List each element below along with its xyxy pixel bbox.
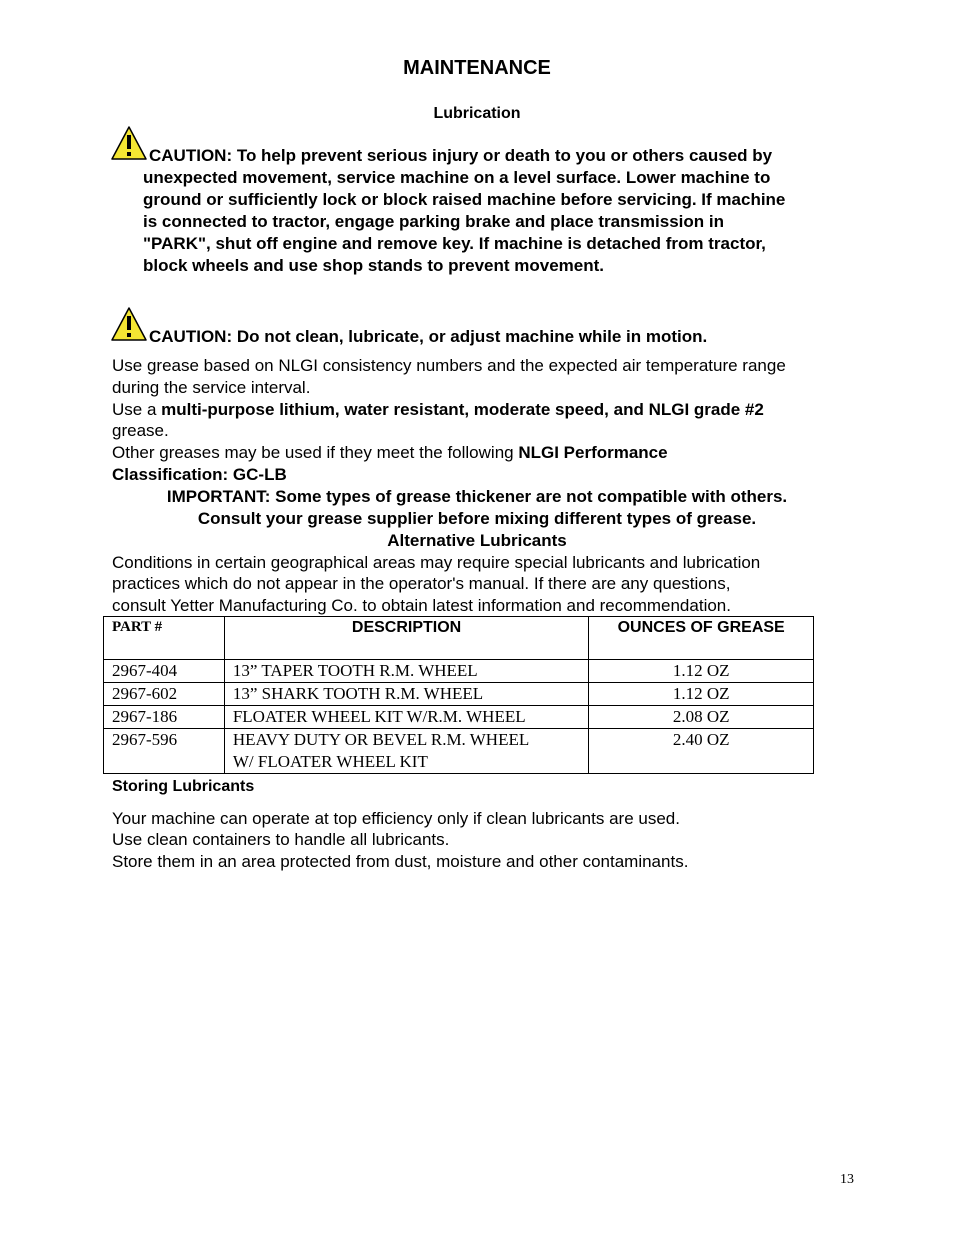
- cell-ounces: 1.12 OZ: [589, 660, 814, 683]
- cell-description: [224, 729, 588, 774]
- header-description: DESCRIPTION: [224, 617, 588, 660]
- cell-description-line-1: HEAVY DUTY OR BEVEL R.M. WHEEL: [232, 730, 530, 749]
- cell-part: 2967-186: [104, 706, 225, 729]
- grease-paragraph-1-line-2: during the service interval.: [112, 378, 311, 397]
- alternative-line-1: Conditions in certain geographical areas may require special lubricants and lubrication: [112, 553, 761, 572]
- alternative-line-2: practices which do not appear in the operator's manual. If there are any questions,: [112, 574, 731, 593]
- grease-paragraph-3-line-1: [112, 442, 872, 464]
- cell-part: 2967-596: [104, 729, 225, 774]
- caution-1-line-5: "PARK", shut off engine and remove key. If machine is detached from tractor,: [143, 234, 766, 253]
- cell-description: FLOATER WHEEL KIT W/R.M. WHEEL: [224, 706, 588, 729]
- grease-paragraph-2-line-1: [112, 399, 872, 421]
- warning-triangle-icon: [111, 126, 147, 160]
- cell-ounces: 2.08 OZ: [589, 706, 814, 729]
- table-row: [104, 660, 814, 683]
- table-row: [104, 706, 814, 729]
- grease-paragraph-1-line-1: Use grease based on NLGI consistency numbers and the expected air temperature range: [112, 356, 786, 375]
- caution-1-line-1: CAUTION: To help prevent serious injury or death to you or others caused by: [149, 146, 773, 165]
- grease-p2-prefix: Use a: [112, 400, 162, 419]
- storing-line-1: Your machine can operate at top efficiency only if clean lubricants are used.: [112, 809, 680, 828]
- section-subtitle: Lubrication: [433, 105, 521, 122]
- grease-p2-bold: multi-purpose lithium, water resistant, moderate speed, and NLGI grade #2: [161, 400, 764, 419]
- important-line-1: IMPORTANT: Some types of grease thickener are not compatible with others.: [166, 487, 788, 506]
- table-header-row: [104, 617, 814, 660]
- cell-part: 2967-602: [104, 683, 225, 706]
- grease-paragraph-2-line-2: grease.: [112, 421, 169, 440]
- caution-1-line-2: unexpected movement, service machine on a level surface. Lower machine to: [143, 168, 771, 187]
- storing-lubricants-heading: Storing Lubricants: [112, 778, 255, 795]
- grease-table: [103, 616, 814, 774]
- grease-p3-bold: NLGI Performance: [518, 443, 668, 462]
- cell-ounces: 2.40 OZ: [589, 729, 814, 774]
- caution-1-line-3: ground or sufficiently lock or block raised machine before servicing. If machine: [143, 190, 786, 209]
- grease-paragraph-3-line-2: Classification: GC-LB: [112, 465, 287, 484]
- storing-line-3: Store them in an area protected from dust, moisture and other contaminants.: [112, 852, 689, 871]
- table-row: [104, 729, 814, 774]
- caution-1-line-6: block wheels and use shop stands to prevent movement.: [143, 256, 605, 275]
- alternative-lubricants-heading: Alternative Lubricants: [387, 531, 567, 550]
- page-number: 13: [840, 1172, 854, 1187]
- cell-description-line-2: W/ FLOATER WHEEL KIT: [232, 752, 428, 771]
- header-ounces: OUNCES OF GREASE: [589, 617, 814, 660]
- warning-triangle-icon: [111, 307, 147, 341]
- caution-1-line-4: is connected to tractor, engage parking brake and place transmission in: [143, 212, 724, 231]
- header-part-number: PART #: [104, 617, 225, 660]
- cell-part: 2967-404: [104, 660, 225, 683]
- important-line-2: Consult your grease supplier before mixing different types of grease.: [197, 509, 757, 528]
- storing-line-2: Use clean containers to handle all lubricants.: [112, 830, 450, 849]
- cell-description: 13” SHARK TOOTH R.M. WHEEL: [224, 683, 588, 706]
- alternative-line-3: consult Yetter Manufacturing Co. to obtain latest information and recommendation.: [112, 596, 731, 615]
- cell-ounces: 1.12 OZ: [589, 683, 814, 706]
- caution-2-text: CAUTION: Do not clean, lubricate, or adjust machine while in motion.: [149, 327, 708, 346]
- cell-description: 13” TAPER TOOTH R.M. WHEEL: [224, 660, 588, 683]
- page-title: MAINTENANCE: [403, 57, 551, 79]
- grease-p3-prefix: Other greases may be used if they meet the following: [112, 443, 519, 462]
- table-row: [104, 683, 814, 706]
